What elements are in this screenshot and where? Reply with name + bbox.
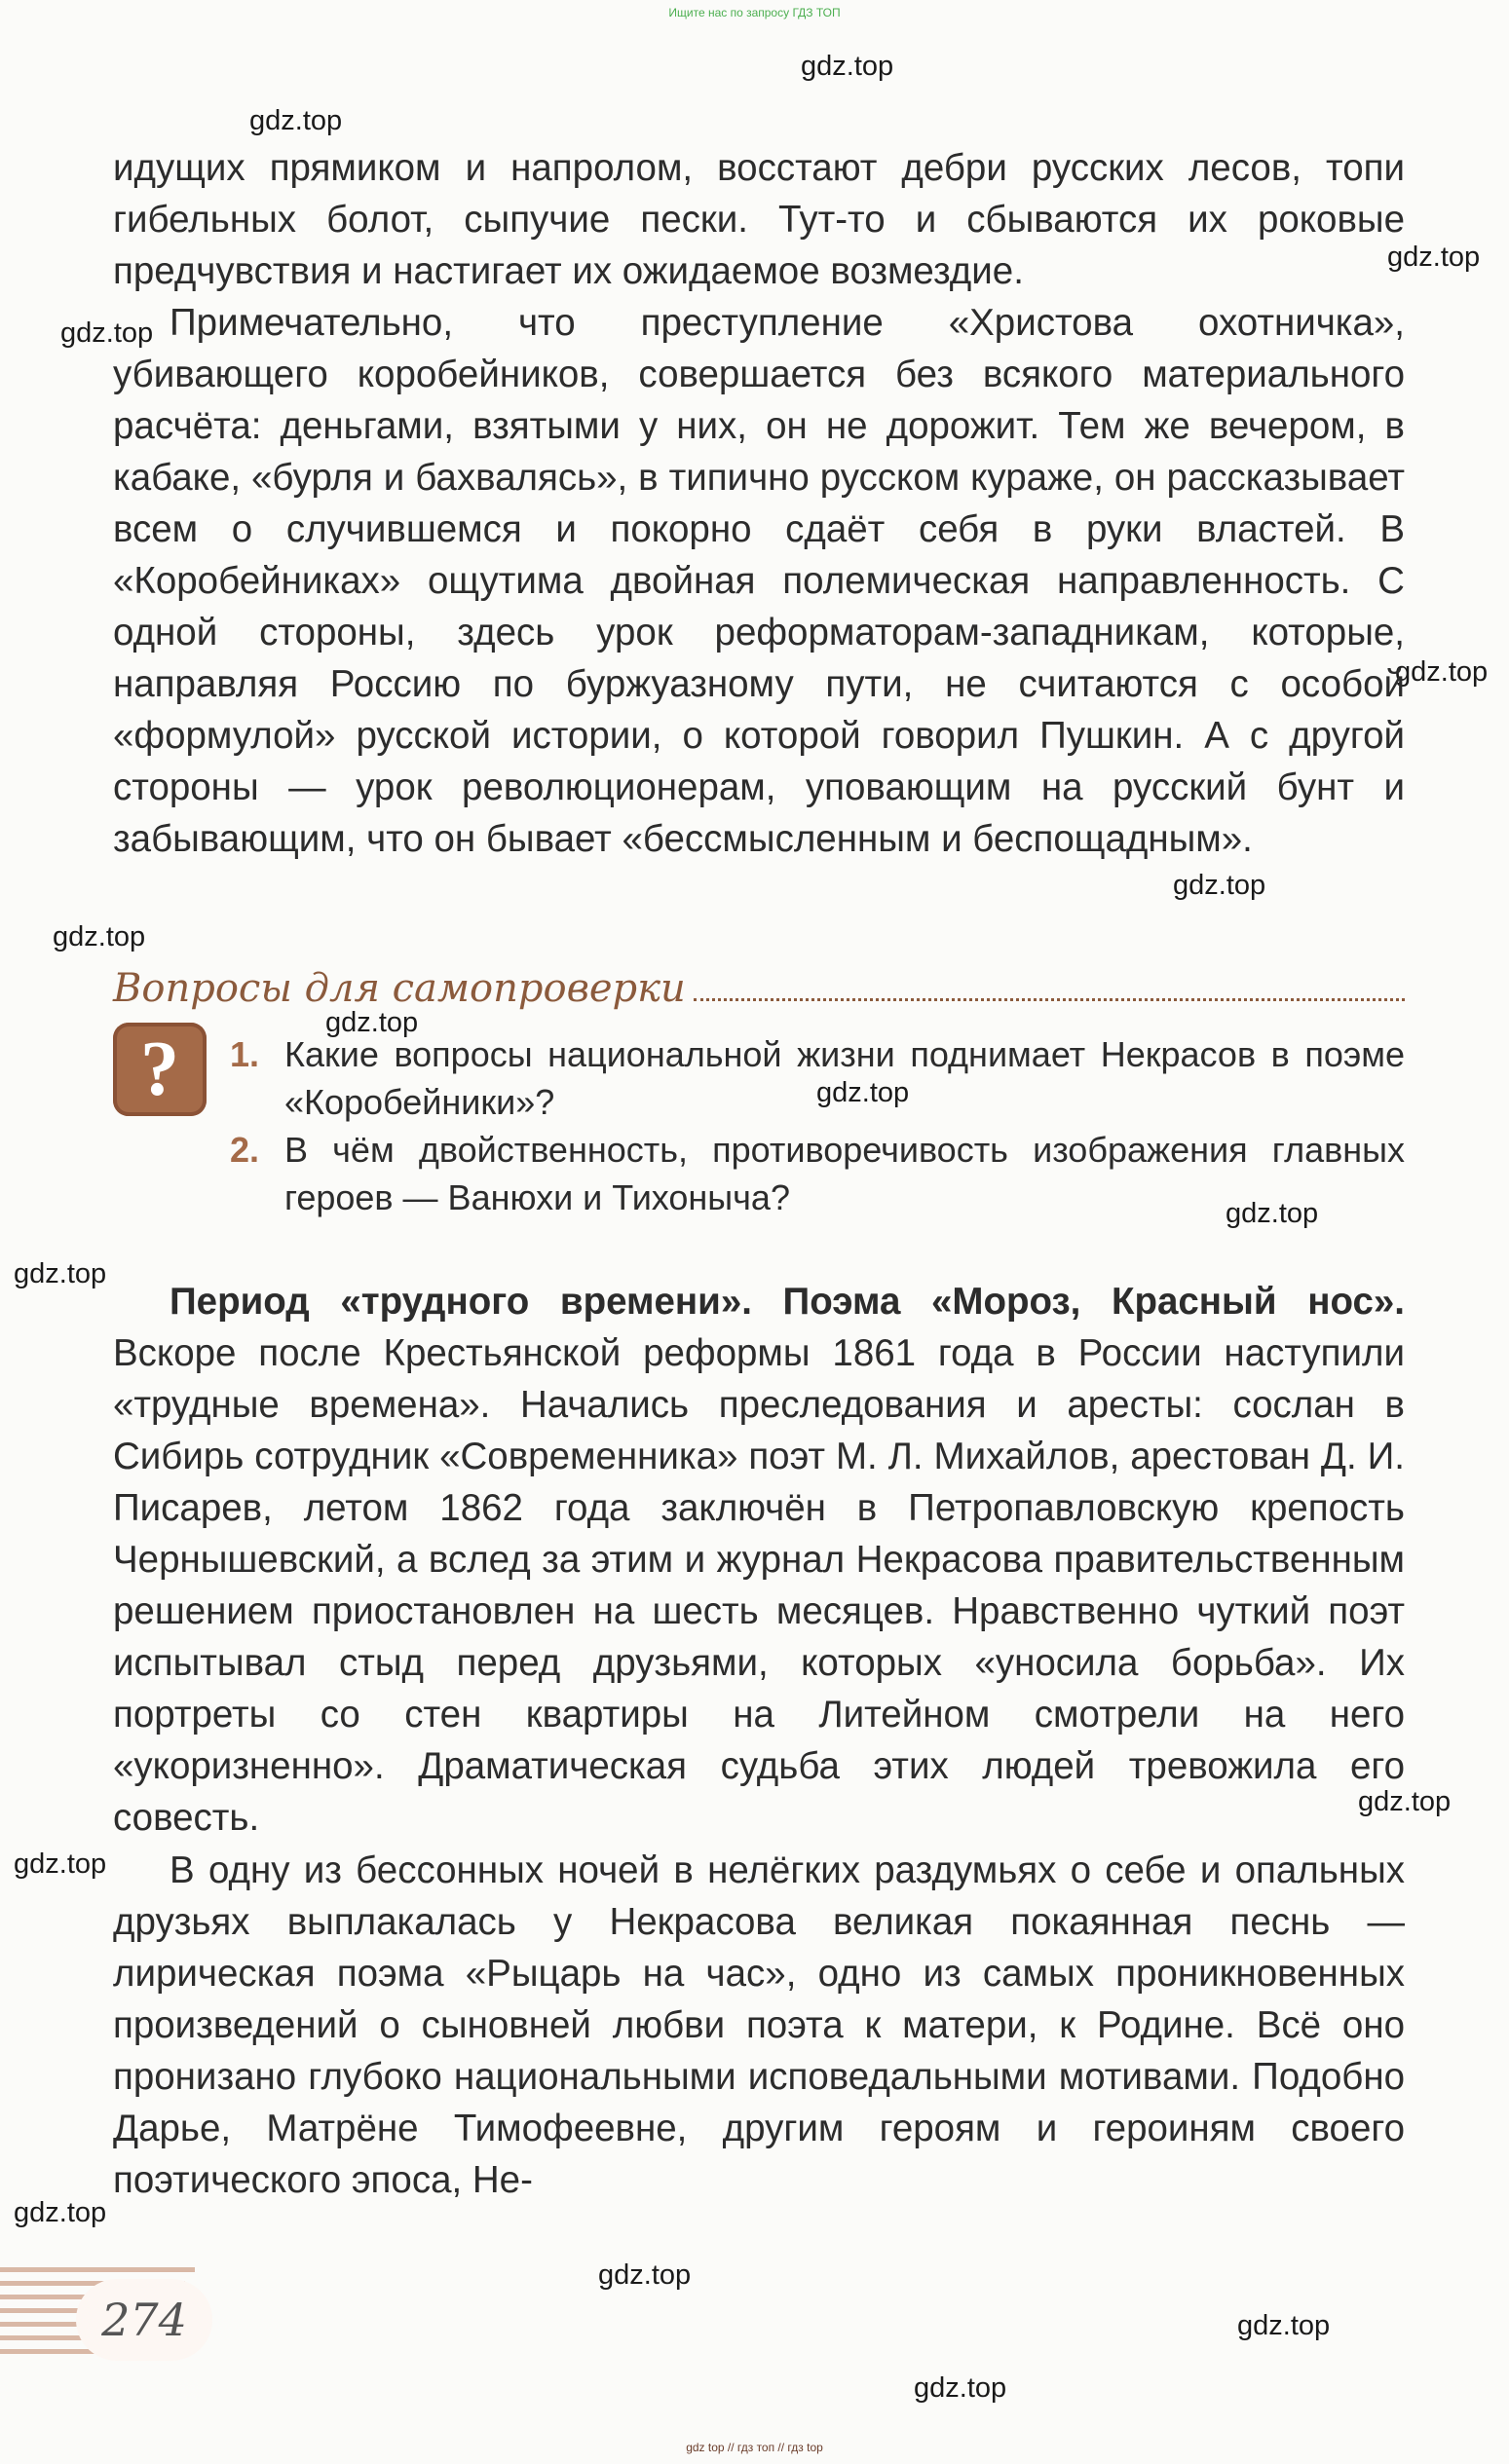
bottom-banner: gdz top // гдз топ // гдз top xyxy=(686,2441,823,2454)
top-banner: Ищите нас по запросу ГДЗ ТОП xyxy=(668,6,841,19)
watermark: gdz.top xyxy=(249,105,343,136)
dotted-leader xyxy=(694,998,1405,1001)
watermark: gdz.top xyxy=(53,921,146,952)
question-item xyxy=(230,1126,1405,1221)
watermark: gdz.top xyxy=(801,51,894,82)
question-mark-icon: ? xyxy=(113,1023,207,1116)
question-item xyxy=(230,1030,1405,1126)
paragraph-continuation: идущих прямиком и напролом, восстают дебри русских лесов, топи гибельных болот, сыпучие пески. Тут-то и сбываются их роковые предчувствия и настигает их ожидаемое возмездие. xyxy=(113,147,1405,292)
question-text: В чём двойственность, противоречивость изображения главных героев — Ванюхи и Тихоныча? xyxy=(284,1130,1405,1217)
paragraph-text: Вскоре после Крестьянской реформы 1861 года в России наступили «трудные времена». Начались преследования и аресты: сослан в Сибирь сотрудник «Современника» поэт М. Л. Михайлов, арестован Д. И. Писарев, летом 1862 года заключён в Петропавловскую крепость Чернышевский, а вслед за этим и журнал Некрасова правительственным решением приостановлен на шесть месяцев. Нравственно чуткий поэт испытывал стыд перед друзьями, которых «уносила борьба». Их портреты со стен квартиры на Литейном смотрели на него «укоризненно». Драматическая судьба этих людей тревожила его совесть. xyxy=(113,1332,1405,1839)
watermark: gdz.top xyxy=(598,2259,692,2291)
watermark: gdz.top xyxy=(1395,656,1489,688)
watermark: gdz.top xyxy=(1237,2310,1331,2341)
watermark: gdz.top xyxy=(816,1077,910,1108)
section-heading: Период «трудного времени». Поэма «Мороз, Красный нос». xyxy=(170,1281,1405,1323)
questions-header xyxy=(113,952,1405,1011)
question-text: Какие вопросы национальной жизни поднимает Некрасов в поэме «Коробейники»? xyxy=(284,1034,1405,1122)
question-number: 2. xyxy=(230,1130,260,1170)
watermark: gdz.top xyxy=(14,2197,107,2228)
watermark: gdz.top xyxy=(14,1848,107,1880)
watermark: gdz.top xyxy=(1358,1786,1452,1817)
paragraph: В одну из бессонных ночей в нелёгких раздумьях о себе и опальных друзьях выплакалась у Некрасова великая покаянная песнь — лирическая поэма «Рыцарь на час», одно из самых проникновенных произведений о сыновней любви поэта к матери, к Родине. Всё оно пронизано глубоко национальными исповедальными мотивами. Подобно Дарье, Матрёне Тимофеевне, другим героям и героиням своего поэтического эпоса, Не- xyxy=(113,1849,1405,2201)
question-number: 1. xyxy=(230,1034,260,1074)
watermark: gdz.top xyxy=(1387,242,1481,273)
watermark: gdz.top xyxy=(1226,1198,1319,1229)
watermark: gdz.top xyxy=(14,1258,107,1289)
section-paragraph xyxy=(113,1276,1405,1844)
watermark: gdz.top xyxy=(1173,870,1266,901)
watermark: gdz.top xyxy=(325,1007,419,1038)
watermark: gdz.top xyxy=(60,317,154,349)
watermark: gdz.top xyxy=(914,2372,1007,2404)
paragraph: Примечательно, что преступление «Христова охотничка», убивающего коробейников, совершается без всякого материального расчёта: деньгами, взятыми у них, он не дорожит. Тем же вечером, в кабаке, «бурля и бахвалясь», в типично русском кураже, он рассказывает всем о случившемся и покорно сдаёт себя в руки властей. В «Коробейниках» ощутима двойная полемическая направленность. С одной стороны, здесь урок реформаторам-западникам, которые, направляя Россию по буржуазному пути, не считаются с особой «формулой» русской истории, о которой говорил Пушкин. А с другой стороны — урок революционерам, уповающим на русский бунт и забывающим, что он бывает «бессмысленным и беспощадным». xyxy=(113,302,1405,860)
questions-title: Вопросы для самопроверки xyxy=(113,966,686,1011)
page-number: 274 xyxy=(76,2279,212,2361)
questions-list xyxy=(230,1030,1405,1221)
